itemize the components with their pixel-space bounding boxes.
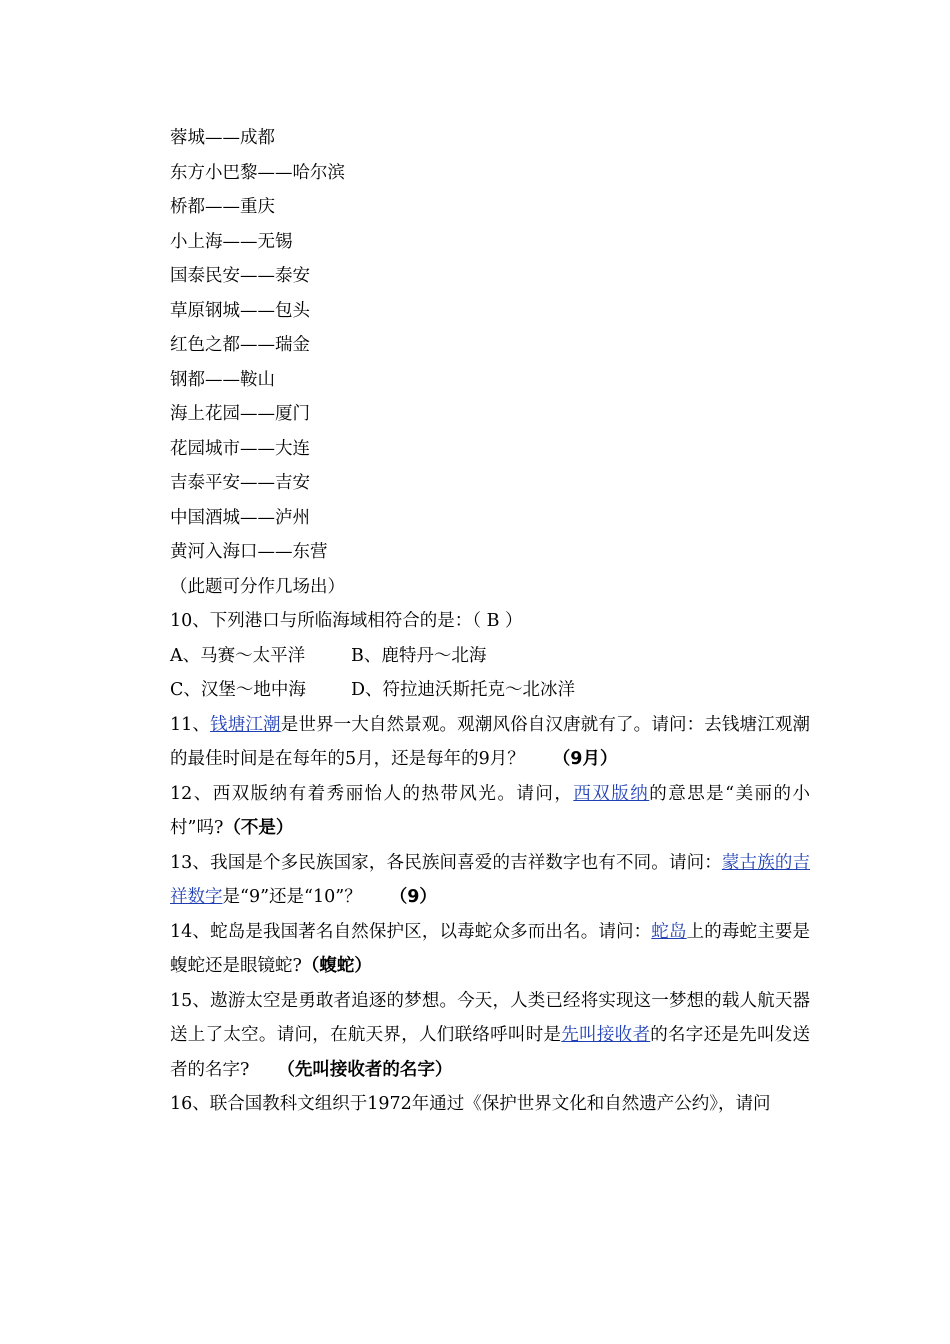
answer: （9月） (552, 749, 618, 769)
nickname-line: 吉泰平安——吉安 (170, 473, 310, 493)
nickname-line: 蓉城——成都 (170, 128, 275, 148)
snake-island-link[interactable]: 蛇岛 (651, 921, 687, 942)
nickname-line: 小上海——无锡 (170, 231, 293, 252)
nickname-line: 海上花园——厦门 (170, 404, 310, 424)
option-c: C、汉堡～地中海 (170, 680, 306, 700)
question-text: 是“9”还是“10”？ (222, 887, 362, 907)
question-10-options-cd (170, 673, 810, 708)
question-prefix: 15、遨游太空是勇敢者追逐的梦想。今天，人类已经将实现这一梦想的载人航天器送上了太空。请问，在航天界，人们联络呼叫时是 (170, 990, 810, 1045)
option-b: B、鹿特丹～北海 (351, 645, 487, 666)
answer: （9） (389, 887, 437, 907)
question-10-options-ab (170, 639, 810, 674)
nickname-line: 国泰民安——泰安 (170, 266, 310, 286)
xishuangbanna-link[interactable]: 西双版纳 (573, 783, 650, 804)
nickname-line: 草原钢城——包头 (170, 300, 310, 321)
question-prefix: 14、蛇岛是我国著名自然保护区，以毒蛇众多而出名。请问： (170, 921, 652, 942)
question-12 (170, 777, 810, 846)
nickname-line: 黄河入海口——东营 (170, 542, 328, 562)
question-15 (170, 984, 810, 1088)
question-10: 10、下列港口与所临海域相符合的是：（ B ） (170, 611, 523, 631)
option-d: D、符拉迪沃斯托克～北冰洋 (351, 680, 576, 700)
question-16: 16、联合国教科文组织于1972年通过《保护世界文化和自然遗产公约》，请问 (170, 1094, 771, 1114)
nickname-line: 花园城市——大连 (170, 438, 310, 459)
question-11 (170, 708, 810, 777)
question-text: 是世界一大自然景观。观潮风俗自汉唐就有了。请问：去钱塘江观潮的最佳时间是在每年的5月，还是每年的9月？ (170, 714, 811, 769)
answer: （蝮蛇） (301, 956, 372, 976)
answer: （不是） (223, 818, 294, 838)
answer: （先叫接收者的名字） (277, 1059, 453, 1080)
question-text: 上的毒蛇主要是蝮蛇还是眼镜蛇? (170, 921, 811, 976)
question-14 (170, 915, 810, 984)
option-a: A、马赛～太平洋 (170, 645, 306, 666)
nickname-line: 中国酒城——泸州 (170, 507, 310, 528)
question-13 (170, 846, 810, 915)
question-text: 的意思是“美丽的小村”吗? (170, 783, 811, 838)
note-line: （此题可分作几场出） (170, 576, 345, 597)
question-text: 的名字还是先叫发送者的名字? (170, 1025, 811, 1080)
question-prefix: 12、西双版纳有着秀丽怡人的热带风光。请问， (170, 783, 574, 804)
nickname-line: 钢都——鞍山 (170, 369, 275, 390)
document-body (170, 121, 810, 1122)
question-prefix: 11、 (170, 714, 211, 735)
mongol-lucky-number-link[interactable]: 蒙古族的吉祥数字 (170, 852, 810, 907)
nickname-line: 东方小巴黎——哈尔滨 (170, 162, 345, 183)
nickname-line: 红色之都——瑞金 (170, 335, 310, 355)
qiantang-tide-link[interactable]: 钱塘江潮 (210, 714, 281, 735)
call-receiver-first-link[interactable]: 先叫接收者 (561, 1025, 651, 1045)
nickname-line: 桥都——重庆 (170, 197, 275, 217)
question-prefix: 13、我国是个多民族国家，各民族间喜爱的吉祥数字也有不同。请问： (170, 852, 722, 873)
